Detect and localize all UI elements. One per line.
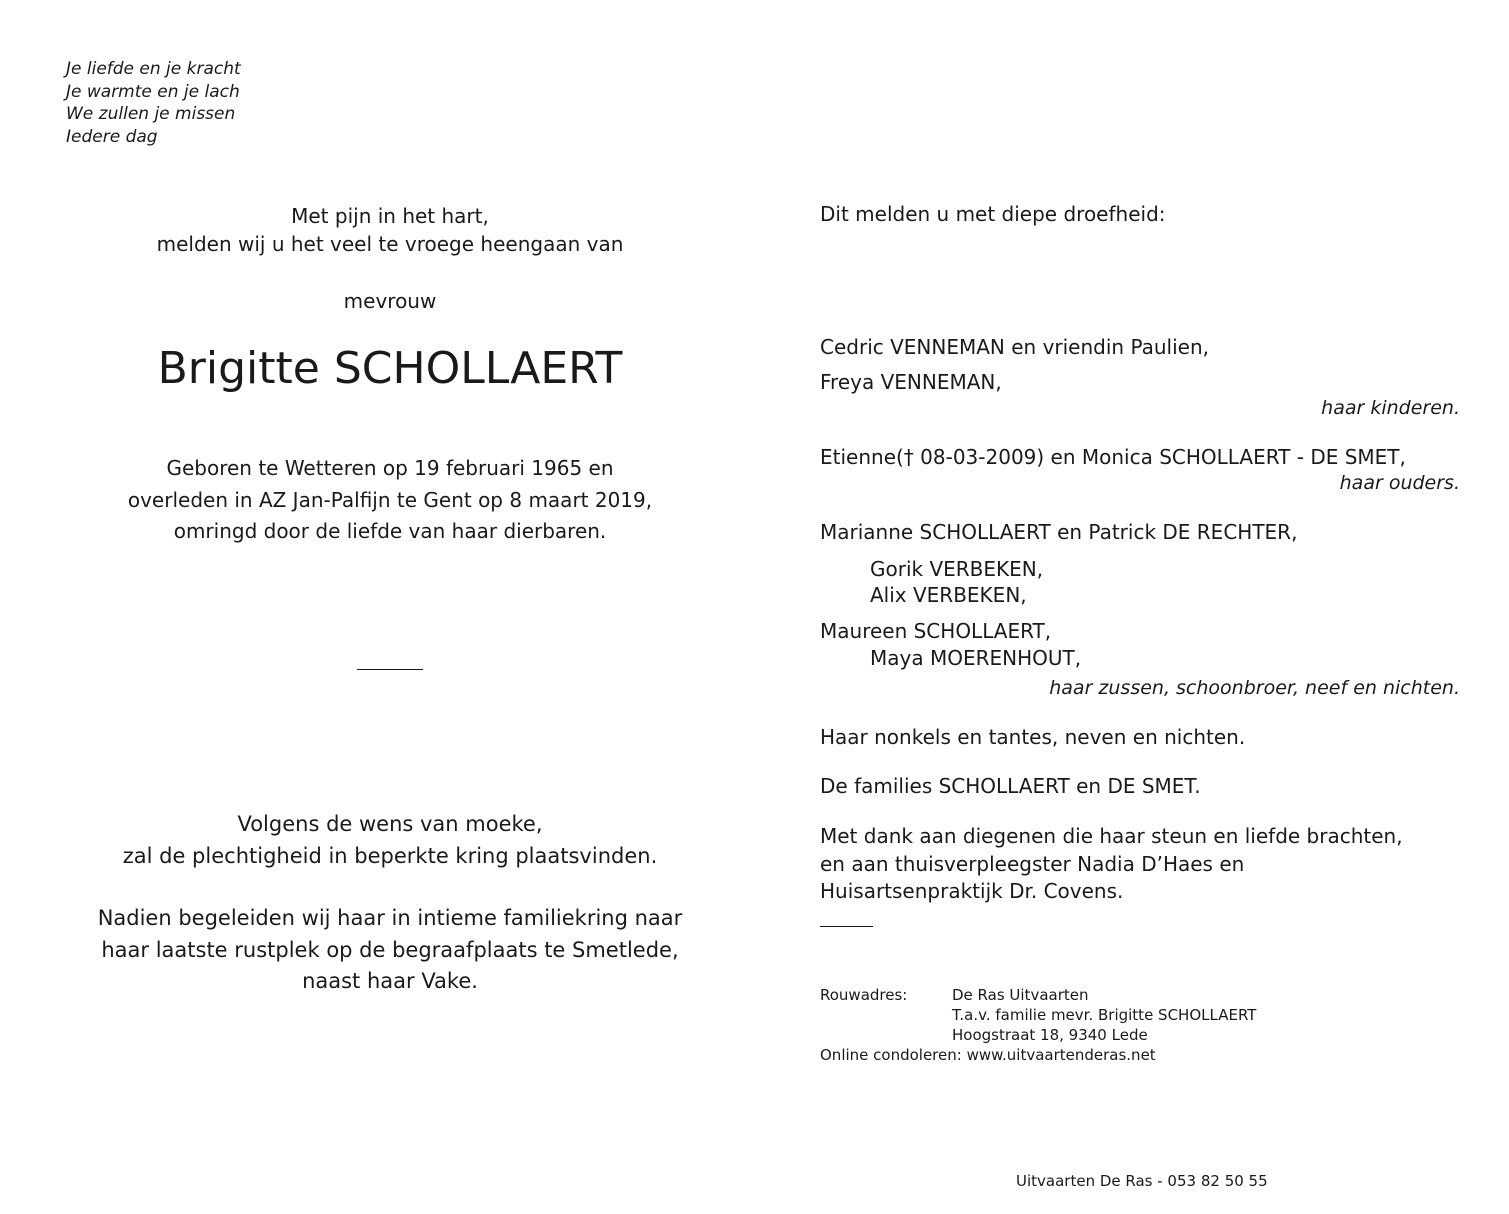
address-label: Rouwadres:: [820, 986, 908, 1004]
family-line-parents: Etienne(† 08-03-2009) en Monica SCHOLLAERT - DE SMET,: [820, 445, 1406, 469]
family-line-child: Cedric VENNEMAN en vriendin Paulien,: [820, 335, 1209, 359]
birth-death-line: overleden in AZ Jan-Palfijn te Gent op 8 maart 2019,: [127, 487, 653, 512]
family-line-nephew: Gorik VERBEKEN,: [870, 557, 1044, 581]
announcement-heading: Dit melden u met diepe droefheid:: [820, 202, 1166, 226]
address-line: Hoogstraat 18, 9340 Lede: [952, 1026, 1148, 1044]
poem: [66, 58, 241, 148]
intro-line: Met pijn in het hart,: [291, 204, 489, 228]
intro-text: [0, 202, 780, 258]
thanks-line: Met dank aan diegenen die haar steun en liefde brachten,: [820, 824, 1403, 848]
divider-left: [357, 669, 423, 670]
burial-line: haar laatste rustplek op de begraafplaats te Smetlede,: [101, 937, 679, 962]
poem-line: Je warmte en je lach: [66, 81, 240, 102]
thanks-line: en aan thuisverpleegster Nadia D’Haes en: [820, 851, 1245, 876]
burial-line: naast haar Vake.: [302, 969, 478, 993]
ceremony-line: Volgens de wens van moeke,: [237, 812, 543, 836]
poem-line: Iedere dag: [66, 126, 158, 147]
role-children: haar kinderen.: [1321, 397, 1460, 419]
online-condolence: Online condoleren: www.uitvaartenderas.net: [820, 1046, 1156, 1064]
family-line-child: Freya VENNEMAN,: [820, 370, 1002, 394]
birth-death-line: omringd door de liefde van haar dierbaren.: [173, 519, 607, 543]
divider-right: [820, 926, 873, 927]
ceremony-line: zal de plechtigheid in beperkte kring plaatsvinden.: [122, 844, 658, 868]
family-line-sister: Marianne SCHOLLAERT en Patrick DE RECHTER,: [820, 520, 1298, 544]
burial-line: Nadien begeleiden wij haar in intieme familiekring naar: [97, 906, 683, 930]
intro-line: melden wij u het veel te vroege heengaan van: [156, 232, 624, 256]
footer-contact: Uitvaarten De Ras - 053 82 50 55: [1016, 1172, 1268, 1190]
burial-text: [0, 903, 780, 998]
deceased-title: mevrouw: [343, 289, 437, 313]
role-parents: haar ouders.: [1339, 472, 1460, 494]
poem-line: We zullen je missen: [66, 104, 236, 124]
address-line: De Ras Uitvaarten: [952, 986, 1089, 1004]
thanks-line: Huisartsenpraktijk Dr. Covens.: [820, 879, 1124, 903]
family-line-families: De families SCHOLLAERT en DE SMET.: [820, 774, 1201, 798]
birth-death-text: [0, 453, 780, 548]
family-line-relatives: Haar nonkels en tantes, neven en nichten.: [820, 725, 1246, 749]
family-line-niece: Maya MOERENHOUT,: [870, 646, 1082, 670]
deceased-name: Brigitte SCHOLLAERT: [157, 343, 623, 394]
address-line: T.a.v. familie mevr. Brigitte SCHOLLAERT: [952, 1006, 1257, 1024]
family-line-niece: Alix VERBEKEN,: [870, 583, 1027, 607]
family-line-sister: Maureen SCHOLLAERT,: [820, 619, 1052, 643]
thanks-text: [820, 823, 1403, 906]
role-siblings: haar zussen, schoonbroer, neef en nichten.: [1049, 677, 1460, 699]
poem-line: Je liefde en je kracht: [66, 59, 241, 79]
birth-death-line: Geboren te Wetteren op 19 februari 1965 en: [166, 456, 614, 480]
ceremony-text: [0, 808, 780, 872]
